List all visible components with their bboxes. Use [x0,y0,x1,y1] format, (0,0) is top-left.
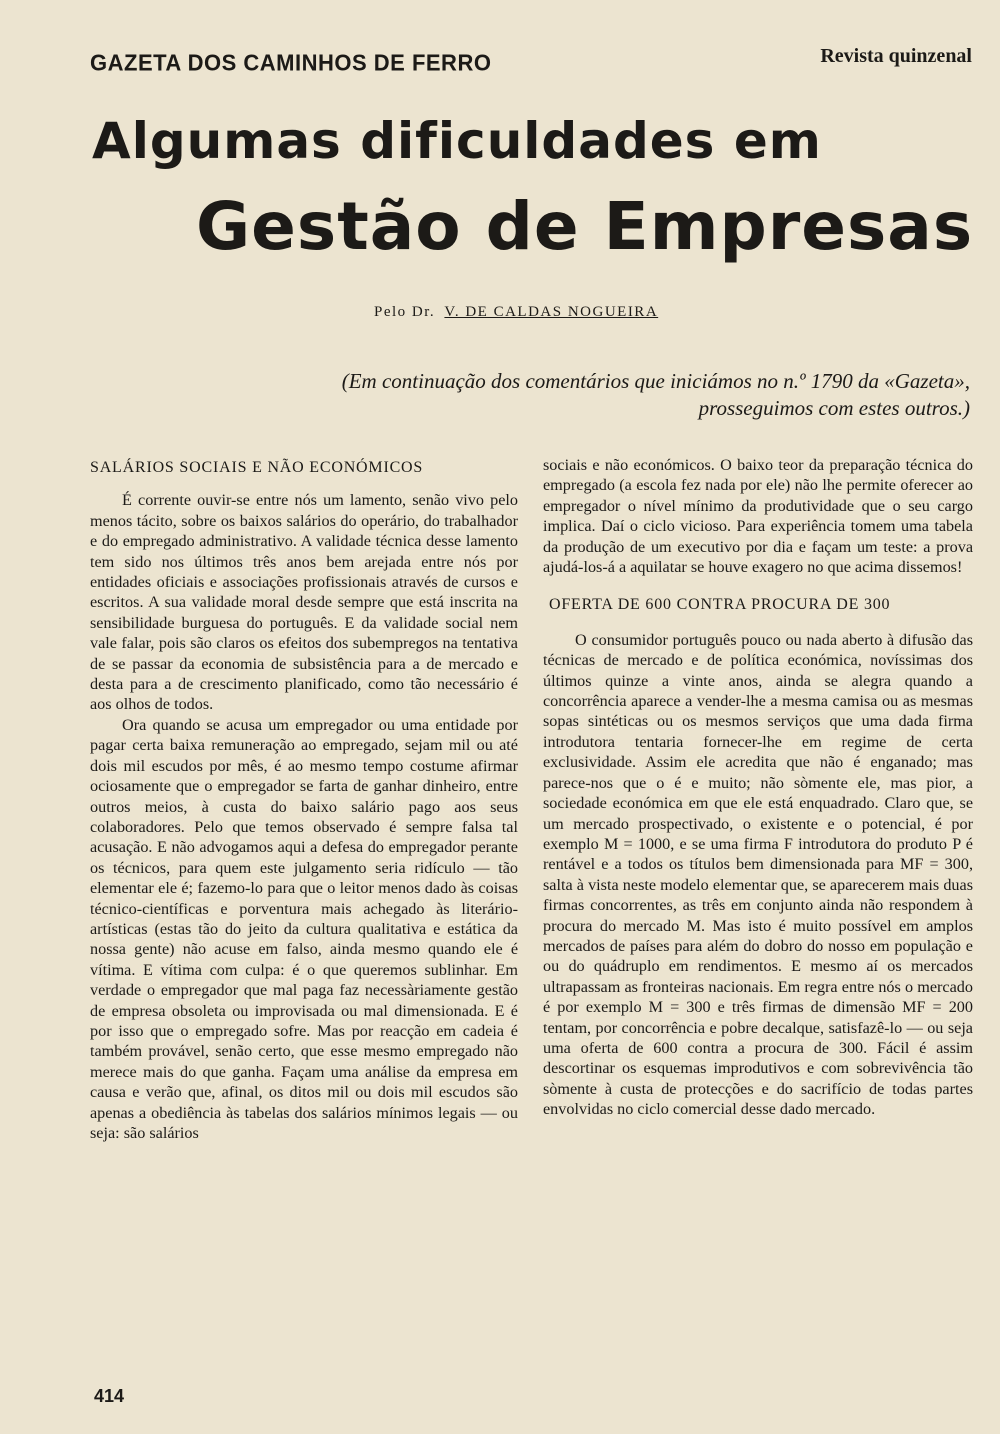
intro-note: (Em continuação dos comentários que iniciámos no n.º 1790 da «Gazeta», prosseguimos com estes outros.) [341,369,970,420]
publication-name: GAZETA DOS CAMINHOS DE FERRO [90,49,492,76]
section-heading-oferta: OFERTA DE 600 CONTRA PROCURA DE 300 [549,596,891,614]
byline-prefix: Pelo Dr. [374,304,436,320]
left-column [90,458,518,1143]
article-title-line-2: Gestão de Empresas [196,188,974,265]
paragraph: É corrente ouvir-se entre nós um lamento, senão vivo pelo menos tácito, sobre os baixos salários do operário, do trabalhador e do empregado administrativo. A validade técnica desse lamento tem sido nos últimos três anos bem arejada entre nós por entidades oficiais e associações profissionais através de cursos e escritos. A sua validade moral desde sempre que está inscrita na sensibilidade burguesa do português. E da validade social nem vale falar, pois são claros os efeitos dos subempregos na tentativa de se passar da economia de subsistência para a de mercado e desta para a de crescimento planificado, como tão necessário é aos olhos de todos. [90,491,518,714]
section-heading-salarios: SALÁRIOS SOCIAIS E NÃO ECONÓMICOS [90,459,424,476]
right-column [543,455,973,1120]
author-name: V. DE CALDAS NOGUEIRA [444,304,659,320]
byline [374,304,658,321]
publication-frequency: Revista quinzenal [820,45,972,67]
page-number: 414 [94,1386,125,1406]
paragraph: Ora quando se acusa um empregador ou uma entidade por pagar certa baixa remuneração ao empregado, sejam mil ou até dois mil escudos por mês, é ao mesmo tempo costume afirmar ociosamente que o empregador se farta de ganhar dinheiro, entre outros meios, à custa do baixo salário pago aos seus colaboradores. Pelo que temos observado é sempre falsa tal acusação. E não advogamos aqui a defesa do empregador perante os técnicos, para quem este julgamento seria ridículo — tão elementar ele é; fazemo-lo para que o leitor menos dado às coisas técnico-científicas e porventura mais achegado às literário-artísticas (estas tão do jeito da cultura qualitativa e estática da nossa gente) não acuse em falso, ainda mesmo quando ele é vítima. E vítima com culpa: é o que queremos sublinhar. Em verdade o empregador que mal paga faz necessàriamente gestão de empresa obsoleta ou improvisada ou mal dimensionada. E é por isso que o empregado sofre. Mas por reacção em cadeia é também provável, senão certo, que esse mesmo empregado não merece mais do que ganha. Façam uma análise da empresa em causa e verão que, afinal, os ditos mil ou dois mil escudos são apenas a obediência às tabelas dos salários mínimos legais — ou seja: são salários [90,715,518,1142]
paragraph: O consumidor português pouco ou nada aberto à difusão das técnicas de mercado e de política económica, novíssimas dos últimos quinze a vinte anos, ainda se alegra quando a concorrência aparece a vender-lhe a mesma camisa ou as mesmas sopas sintéticas ou os mesmos serviços que uma dada firma introdutora tentaria fornecer-lhe em regime de certa exclusividade. Assim ele acredita que não é enganado; mas parece-nos que o é e muito; não sòmente ele, mas pior, a sociedade económica em que ele está enquadrado. Claro que, se um mercado prospectivado, o existente e o potencial, é por exemplo M = 1000, e se uma firma F introdutora do produto P é rentável e a todos os títulos bem dimensionada para MF = 300, salta à vista neste modelo elementar que, se aparecerem mais duas firmas concorrentes, as três em conjunto ainda não respondem à procura do mercado M. Mas isto é muito possível em amplos mercados de países para além do dobro do nosso em população e ou do quádruplo em rendimentos. E mesmo aí os mercados ultrapassam as fronteiras nacionais. Em regra entre nós o mercado é por exemplo M = 300 e três firmas de dimensão MF = 200 tentam, por concorrência e pobre decalque, satisfazê-lo — ou seja uma oferta de 600 contra a procura de 300. Fácil é assim descortinar os esquemas improdutivos e com sobrevivência tão sòmente à custa de protecções e do sacrifício de todas partes envolvidas no ciclo comercial desse dado mercado. [543,630,973,1119]
paragraph-continued: sociais e não económicos. O baixo teor da preparação técnica do empregado (a escola fez nada por ele) não lhe permite oferecer ao empregador o nível mínimo da produtividade que o seu cargo implica. Daí o ciclo vicioso. Para experiência tomem uma tabela da produção de um executivo por dia e façam um teste: a prova ajudá-los-á a aquilatar se houve exagero no que acima dissemos! [543,456,973,577]
article-title-line-1: Algumas dificuldades em [92,112,822,170]
